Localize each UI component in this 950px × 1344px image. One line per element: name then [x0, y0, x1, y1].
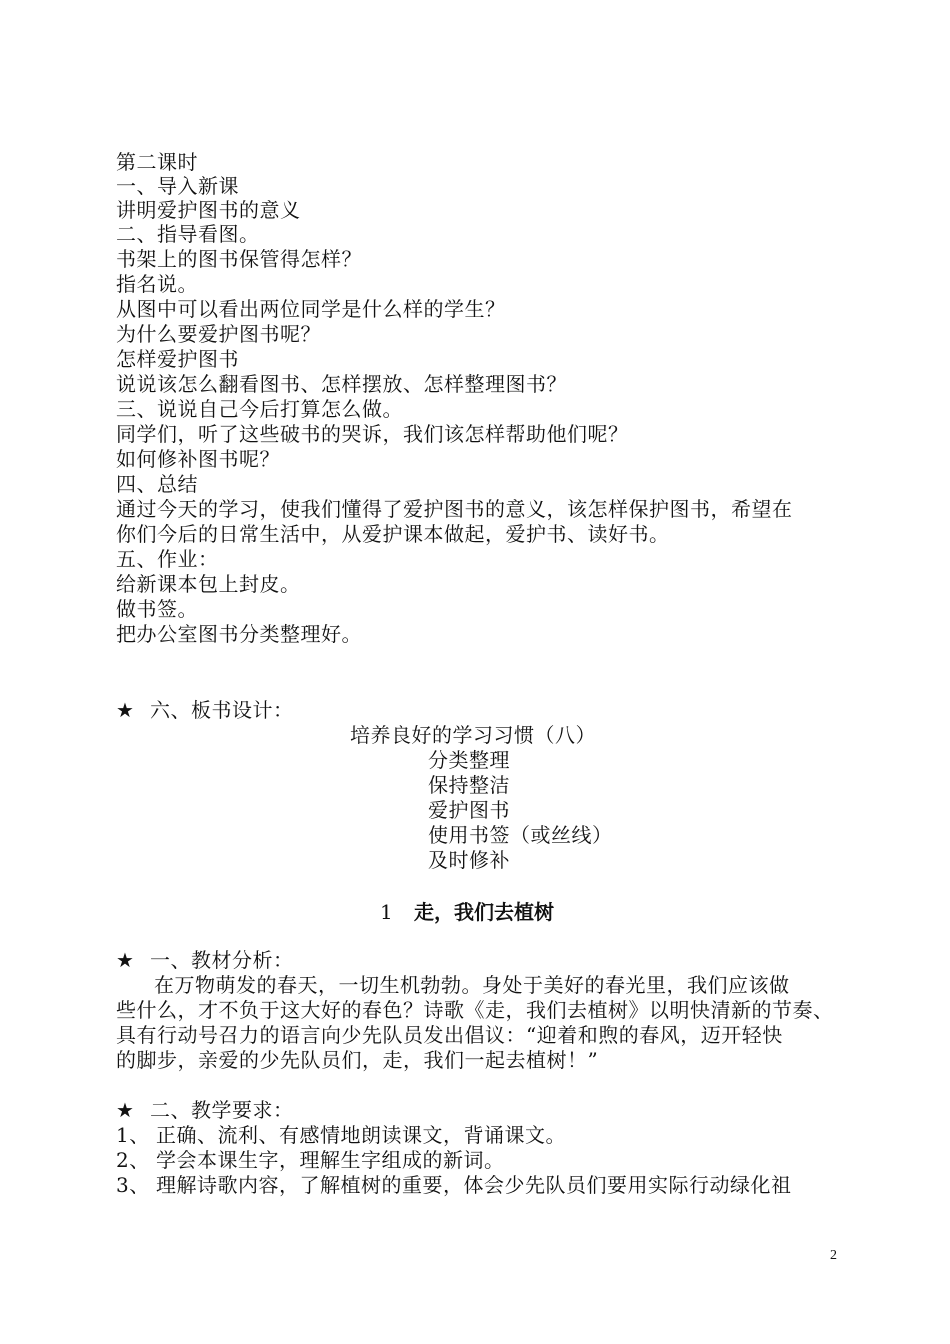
text-line: 通过今天的学习，使我们懂得了爱护图书的意义，该怎样保护图书，希望在	[116, 497, 793, 521]
requirement-text: 正确、流利、有感情地朗读课文，背诵课文。	[156, 1123, 566, 1147]
board-heading-text: 六、板书设计：	[150, 698, 294, 722]
text-line: 如何修补图书呢？	[116, 447, 280, 471]
text-line: 为什么要爱护图书呢？	[116, 322, 321, 346]
analysis-line: 些什么，才不负于这大好的春色？诗歌《走，我们去植树》以明快清新的节奏、	[116, 998, 834, 1022]
text-line: 从图中可以看出两位同学是什么样的学生？	[116, 297, 506, 321]
board-heading	[116, 698, 294, 722]
requirement-item	[116, 1148, 505, 1172]
text-line: 第二课时	[116, 150, 198, 174]
requirements-heading-text: 二、教学要求：	[150, 1098, 294, 1122]
analysis-line: 具有行动号召力的语言向少先队员发出倡议：“迎着和煦的春风，迈开轻快	[116, 1023, 783, 1047]
analysis-line: 在万物萌发的春天，一切生机勃勃。身处于美好的春光里，我们应该做	[154, 973, 790, 997]
text-line: 讲明爱护图书的意义	[116, 198, 301, 222]
text-line: 二、指导看图。	[116, 222, 260, 246]
board-item: 分类整理	[428, 748, 510, 772]
lesson-heading	[380, 900, 554, 924]
board-item: 及时修补	[428, 848, 510, 872]
requirement-item	[116, 1173, 792, 1197]
text-line: 五、作业：	[116, 547, 219, 571]
requirement-number: 3、	[116, 1173, 150, 1197]
requirement-number: 1、	[116, 1123, 150, 1147]
text-line: 怎样爱护图书	[116, 347, 239, 371]
text-line: 做书签。	[116, 597, 198, 621]
text-line: 指名说。	[116, 272, 198, 296]
text-line: 一、导入新课	[116, 174, 239, 198]
board-item: 使用书签（或丝线）	[428, 823, 613, 847]
requirement-item	[116, 1123, 566, 1147]
requirement-text: 理解诗歌内容，了解植树的重要，体会少先队员们要用实际行动绿化祖	[156, 1173, 792, 1197]
star-icon: ★	[116, 948, 135, 972]
text-line: 同学们，听了这些破书的哭诉，我们该怎样帮助他们呢？	[116, 422, 629, 446]
star-icon: ★	[116, 698, 135, 722]
requirement-text: 学会本课生字，理解生字组成的新词。	[156, 1148, 505, 1172]
board-item: 爱护图书	[428, 798, 510, 822]
text-line: 把办公室图书分类整理好。	[116, 622, 362, 646]
lesson-title: 走，我们去植树	[414, 900, 554, 924]
analysis-heading	[116, 948, 294, 972]
text-line: 给新课本包上封皮。	[116, 572, 301, 596]
text-line: 四、总结	[116, 472, 198, 496]
star-icon: ★	[116, 1098, 135, 1122]
lesson-number: 1	[380, 900, 393, 924]
analysis-heading-text: 一、教材分析：	[150, 948, 294, 972]
board-item: 保持整洁	[428, 773, 510, 797]
text-line: 三、说说自己今后打算怎么做。	[116, 397, 403, 421]
text-line: 你们今后的日常生活中，从爱护课本做起，爱护书、读好书。	[116, 522, 670, 546]
board-title: 培养良好的学习习惯（八）	[350, 723, 596, 747]
analysis-line: 的脚步，亲爱的少先队员们，走，我们一起去植树！”	[116, 1048, 599, 1072]
text-line: 说说该怎么翻看图书、怎样摆放、怎样整理图书？	[116, 372, 567, 396]
text-line: 书架上的图书保管得怎样？	[116, 247, 362, 271]
page-number: 2	[830, 1248, 837, 1263]
requirements-heading	[116, 1098, 294, 1122]
requirement-number: 2、	[116, 1148, 150, 1172]
